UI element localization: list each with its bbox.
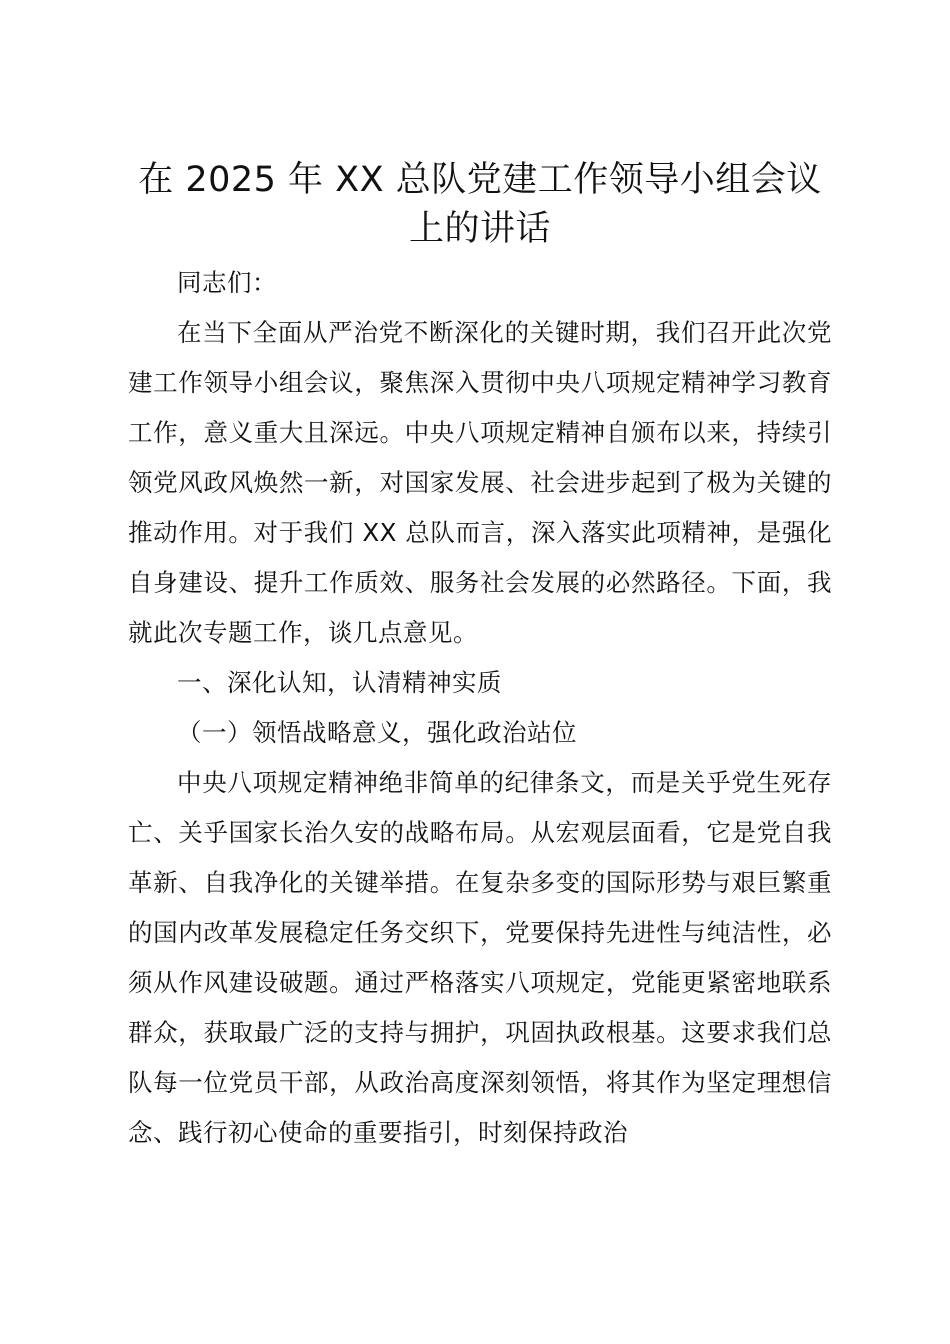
salutation: 同志们： (177, 268, 277, 297)
document-page (128, 156, 832, 1158)
document-title: 在 2025 年 XX 总队党建工作领导小组会议上的讲话 (138, 160, 822, 249)
intro-paragraph: 在当下全面从严治党不断深化的关键时期，我们召开此次党建工作领导小组会议，聚焦深入贯彻中央八项规定精神学习教育工作，意义重大且深远。中央八项规定精神自颁布以来，持续引领党风政风焕然一新，对国家发展、社会进步起到了极为关键的推动作用。对于我们 XX 总队而言，深入落实此项精神，是强化自身建设、提升工作质效、服务社会发展的必然路径。下面，我就此次专题工作，谈几点意见。 (128, 318, 832, 647)
body-paragraph: 中央八项规定精神绝非简单的纪律条文，而是关乎党生死存亡、关乎国家长治久安的战略布局。从宏观层面看，它是党自我革新、自我净化的关键举措。在复杂多变的国际形势与艰巨繁重的国内改革发展稳定任务交织下，党要保持先进性与纯洁性，必须从作风建设破题。通过严格落实八项规定，党能更紧密地联系群众，获取最广泛的支持与拥护，巩固执政根基。这要求我们总队每一位党员干部，从政治高度深刻领悟，将其作为坚定理想信念、践行初心使命的重要指引，时刻保持政治 (128, 768, 832, 1147)
section-heading-1: 一、深化认知，认清精神实质 (177, 668, 502, 697)
subsection-heading-1: （一）领悟战略意义，强化政治站位 (177, 718, 577, 747)
